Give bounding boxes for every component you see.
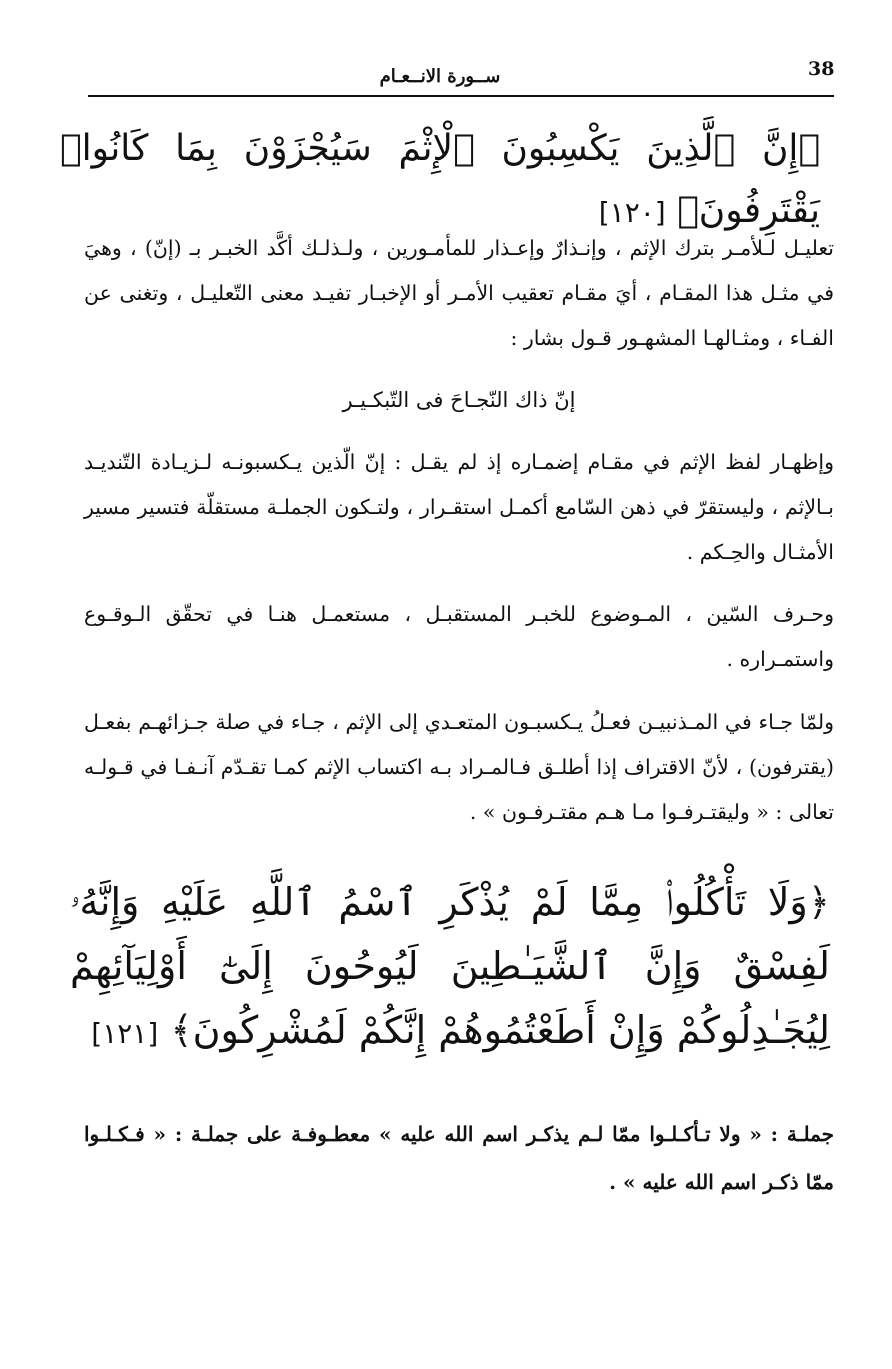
commentary-paragraph-3: وحـرف السّين ، المـوضوع للخبـر المستقبـل ، مستعمـل هنـا في تحقّق الـوقـوع واستمـراره . xyxy=(84,602,834,671)
page-number: 38 xyxy=(808,58,835,80)
running-head-title: ســورة الانــعـام xyxy=(379,66,501,87)
verse-121-text: ﴿وَلَا تَأْكُلُوا۟ مِمَّا لَمْ يُذْكَرِ ٱسْمُ ٱللَّهِ عَلَيْهِ وَإِنَّهُۥ لَفِسْقٌ وَإِنَّ ٱلشَّيَـٰطِينَ لَيُوحُونَ إِلَىٰٓ أَوْلِيَآئِهِمْ لِيُجَـٰدِلُوكُمْ وَإِنْ أَطَعْتُمُوهُمْ إِنَّكُمْ لَمُشْرِكُونَ﴾ xyxy=(70,880,830,1052)
header-divider xyxy=(88,95,834,97)
verse-121-number: [١٢١] xyxy=(91,1017,159,1050)
verse-121 xyxy=(70,870,830,1066)
poem-line: إنّ ذاك النّجـاحَ فى التّبكـيـر xyxy=(342,388,576,412)
commentary-paragraph-2: وإظهـار لفظ الإثم في مقـام إضمـاره إذ لم يقـل : إنّ الّذين يـكسبونـه لـزيـادة التّنديـد بـالإثم ، وليستقرّ في ذهن السّامع أكمـل استقـرار ، ولتـكون الجملـة مستقلّة فتسير مسير الأمثـال والحِـكم . xyxy=(84,450,834,564)
closing-paragraph: جملـة : « ولا تـأكـلـوا ممّا لـم يذكـر اسم الله عليه » معطـوفـة على جملـة : « فـكـلـوا ممّا ذكـر اسم الله عليه » . xyxy=(84,1122,834,1194)
commentary-paragraph-1: تعليـل لـلأمـر بترك الإثم ، وإنـذارٌ وإعـذار للمأمـورين ، ولـذلـك أكَّد الخبـر بـ (إنّ) ، وهيَ في مثـل هذا المقـام ، أيَ مقـام تعقيب الأمـر أو الإخبـار تفيـد معنى التّعليـل ، وتغنى عن الفـاء ، ومثـالهـا المشهـور قـول بشار : xyxy=(84,236,834,350)
commentary-paragraph-4: ولمّا جـاء في المـذنبيـن فعـلُ يـكسبـون المتعـدي إلى الإثم ، جـاء في صلة جـزائهـم بفعـل (يقترفون) ، لأنّ الاقتراف إذا أطلـق فـالمـراد بـه اكتساب الإثم كمـا تقـدّم آنـفـا في قـولـه تعالى : « وليقتـرفـوا مـا هـم مقتـرفـون » . xyxy=(84,710,834,824)
verse-120-number: [١٢٠] xyxy=(598,196,666,229)
verse-120-text: ﴿إِنَّ ٱلَّذِينَ يَكْسِبُونَ ٱلْإِثْمَ سَيُجْزَوْنَ بِمَا كَانُوا۟ يَقْتَرِفُونَ﴾ xyxy=(60,128,820,231)
